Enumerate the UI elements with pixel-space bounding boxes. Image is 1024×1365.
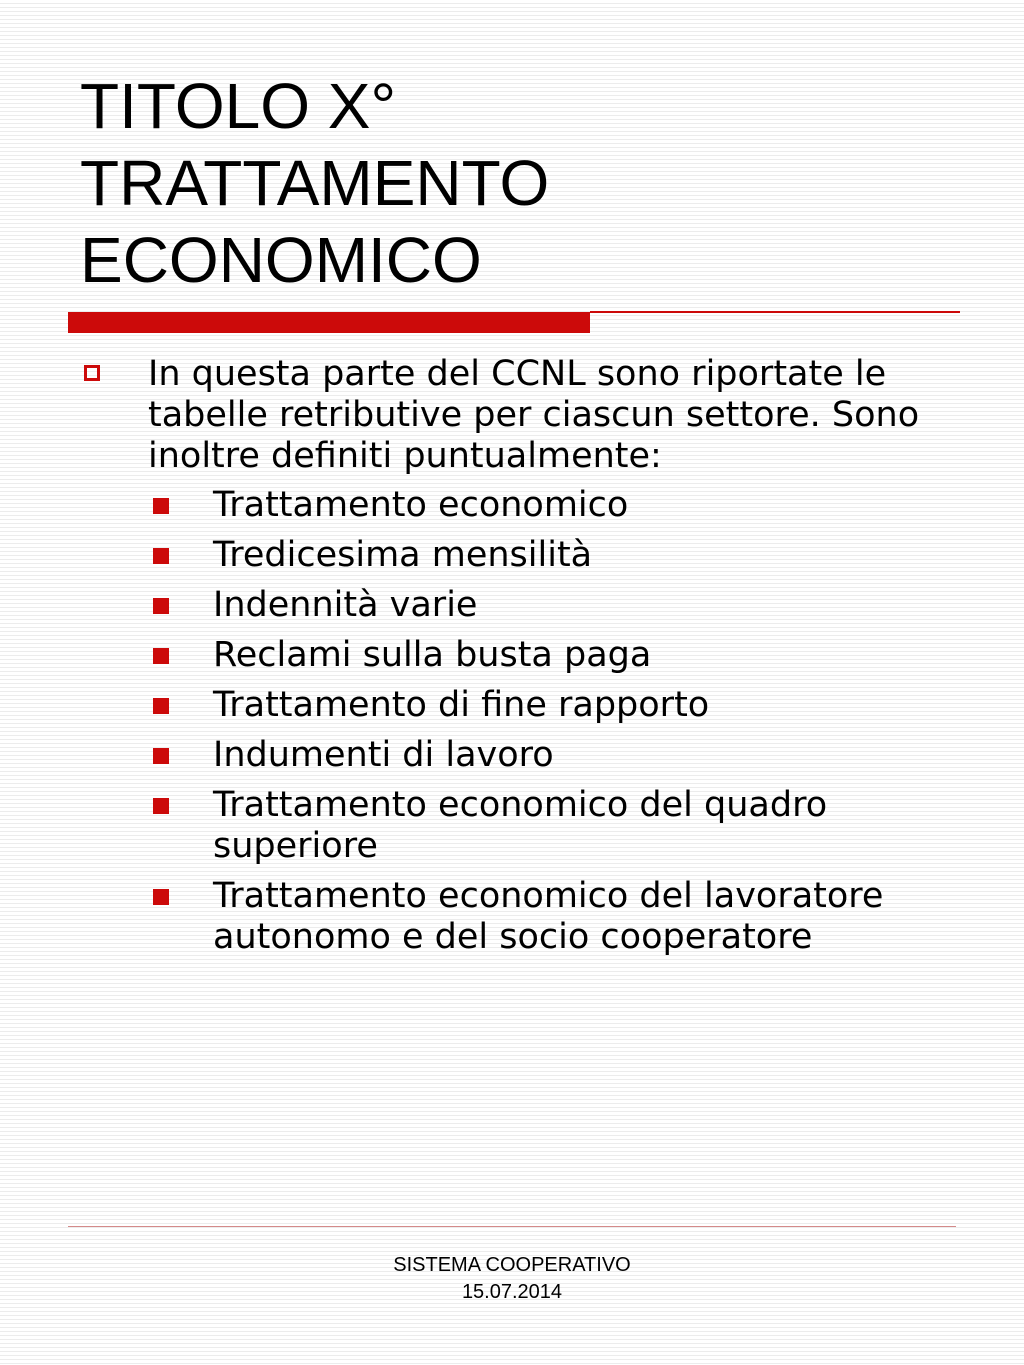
intro-bullet [80, 354, 960, 477]
list-item-text: Trattamento economico [213, 485, 629, 525]
title-line-1: TITOLO X° [80, 70, 397, 142]
title-divider-thin [590, 311, 960, 313]
filled-square-icon [153, 648, 169, 664]
list-item [80, 585, 960, 626]
list-item-text: Indumenti di lavoro [213, 735, 554, 775]
filled-square-icon [153, 548, 169, 564]
filled-square-icon [153, 889, 169, 905]
title-line-3: ECONOMICO [80, 224, 482, 296]
slide-body [80, 354, 960, 967]
list-item-text: Trattamento di fine rapporto [213, 685, 710, 725]
footer-organization: SISTEMA COOPERATIVO [393, 1254, 631, 1276]
topic-list [80, 485, 960, 958]
list-item [80, 785, 960, 867]
list-item-text: Indennità varie [213, 585, 478, 625]
footer-divider [68, 1226, 956, 1227]
filled-square-icon [153, 698, 169, 714]
list-item [80, 876, 960, 958]
footer-date: 15.07.2014 [461, 1281, 563, 1303]
list-item [80, 485, 960, 526]
title-line-2: TRATTAMENTO [80, 147, 550, 219]
filled-square-icon [153, 598, 169, 614]
list-item [80, 535, 960, 576]
filled-square-icon [153, 798, 169, 814]
title-divider-thick [68, 312, 590, 333]
list-item-text: Trattamento economico del lavoratore autonomo e del socio cooperatore [213, 876, 884, 957]
slide-title [80, 68, 940, 299]
list-item-text: Tredicesima mensilità [213, 535, 593, 575]
filled-square-icon [153, 748, 169, 764]
list-item-text: Trattamento economico del quadro superiore [213, 785, 828, 866]
slide-footer [0, 1252, 1024, 1306]
hollow-square-icon [84, 365, 100, 381]
filled-square-icon [153, 498, 169, 514]
list-item [80, 685, 960, 726]
list-item [80, 735, 960, 776]
list-item [80, 635, 960, 676]
list-item-text: Reclami sulla busta paga [213, 635, 652, 675]
intro-text: In questa parte del CCNL sono riportate le tabelle retributive per ciascun settore. Sono inoltre definiti puntualmente: [148, 354, 920, 476]
